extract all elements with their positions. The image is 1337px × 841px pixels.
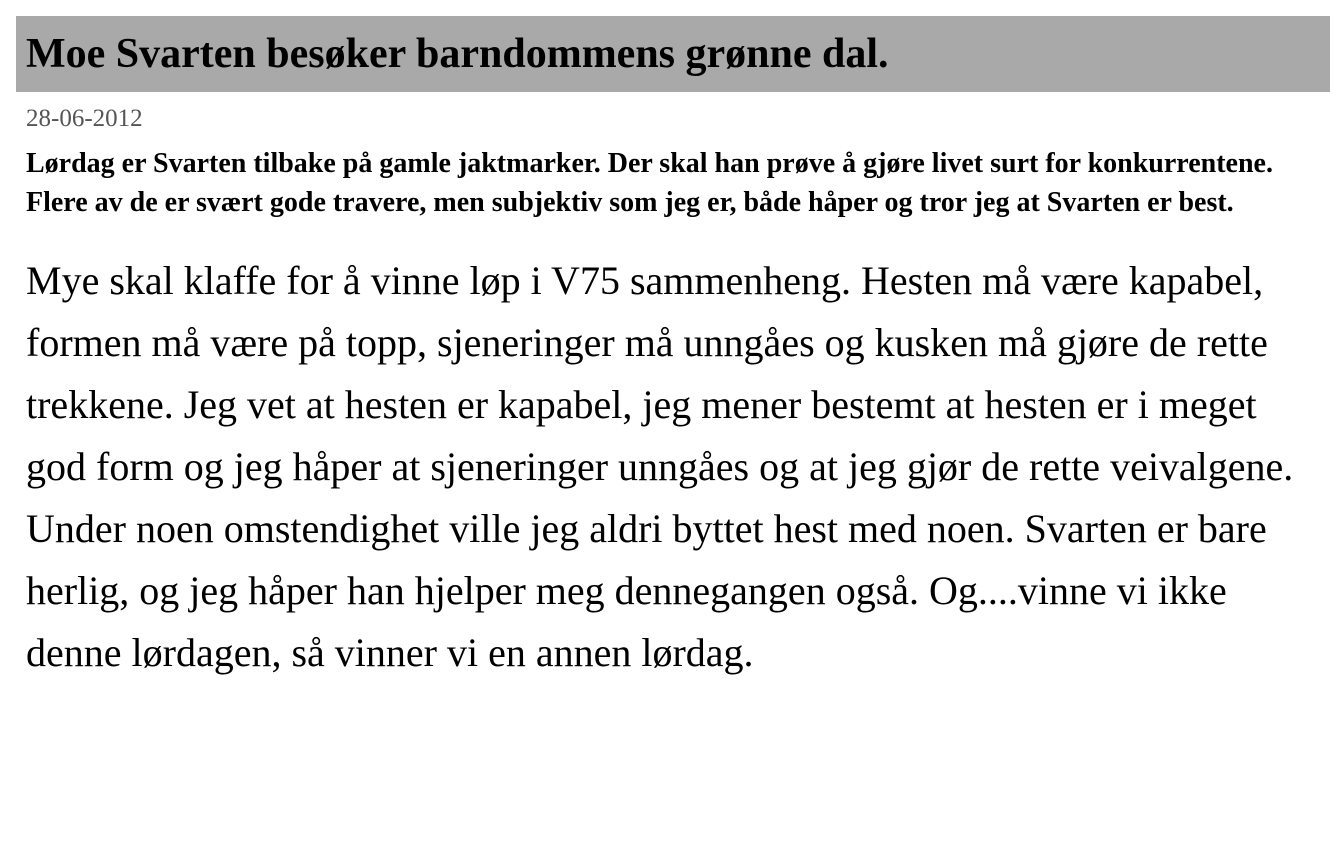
article-date: 28-06-2012 — [26, 105, 143, 132]
article-lead: Lørdag er Svarten tilbake på gamle jaktmarker. Der skal han prøve å gjøre livet surt for konkurrentene. Flere av de er svært gode travere, men subjektiv som jeg er, både håper og tror jeg at Svarten er best. — [26, 148, 1273, 218]
article — [16, 16, 1330, 684]
article-body: Mye skal klaffe for å vinne løp i V75 sammenheng. Hesten må være kapabel, formen må være på topp, sjeneringer må unngåes og kusken må gjøre de rette trekkene. Jeg vet at hesten er kapabel, jeg mener bestemt at hesten er i meget god form og jeg håper at sjeneringer unngåes og at jeg gjør de rette veivalgene. Under noen omstendighet ville jeg aldri byttet hest med noen. Svarten er bare herlig, og jeg håper han hjelper meg dennegangen også. Og....vinne vi ikke denne lørdagen, så vinner vi en annen lørdag. — [26, 258, 1294, 675]
article-title: Moe Svarten besøker barndommens grønne dal. — [26, 31, 889, 77]
title-bar — [16, 16, 1330, 92]
